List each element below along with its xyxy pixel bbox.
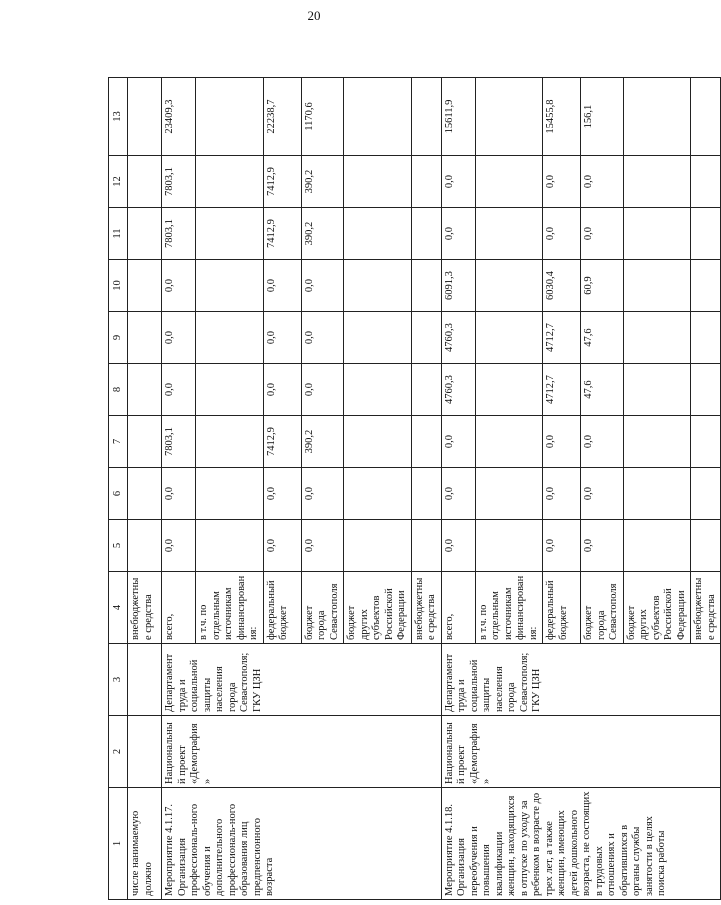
column-header: 13 [109, 78, 128, 156]
value-cell [411, 78, 441, 156]
table-row [162, 78, 196, 900]
source-label-cell: всего, [162, 572, 196, 644]
value-cell [623, 520, 691, 572]
rotated-table-container [108, 78, 717, 900]
value-cell [411, 260, 441, 312]
value-cell: 4712,7 [543, 364, 581, 416]
value-cell [344, 416, 412, 468]
value-cell [691, 312, 721, 364]
value-cell [691, 260, 721, 312]
value-cell: 47,6 [581, 364, 624, 416]
value-cell [196, 468, 264, 520]
value-cell: 0,0 [162, 468, 196, 520]
value-cell: 6091,3 [441, 260, 475, 312]
value-cell: 4712,7 [543, 312, 581, 364]
value-cell: 0,0 [301, 468, 344, 520]
source-label-cell: в т.ч. по отдельным источникам финансирования: [196, 572, 264, 644]
value-cell: 0,0 [263, 312, 301, 364]
value-cell [475, 156, 543, 208]
value-cell: 0,0 [162, 520, 196, 572]
value-cell [196, 312, 264, 364]
value-cell: 0,0 [581, 208, 624, 260]
value-cell: 15455,8 [543, 78, 581, 156]
column-header: 5 [109, 520, 128, 572]
page-number: 20 [307, 8, 321, 23]
column-header: 8 [109, 364, 128, 416]
value-cell [691, 520, 721, 572]
value-cell [691, 208, 721, 260]
value-cell: 7803,1 [162, 416, 196, 468]
value-cell [196, 416, 264, 468]
column-header: 7 [109, 416, 128, 468]
value-cell [623, 416, 691, 468]
value-cell: 0,0 [162, 260, 196, 312]
value-cell: 0,0 [441, 520, 475, 572]
value-cell [344, 260, 412, 312]
column-header: 11 [109, 208, 128, 260]
executor-cell: Департамент труда и социальной защиты населения города Севастополя; ГКУ ЦЗН [162, 644, 442, 716]
value-cell [344, 156, 412, 208]
value-cell: 47,6 [581, 312, 624, 364]
table-row [441, 78, 475, 900]
value-cell: 0,0 [581, 520, 624, 572]
value-cell [411, 416, 441, 468]
value-cell: 60,9 [581, 260, 624, 312]
value-cell [196, 364, 264, 416]
value-cell: 7412,9 [263, 208, 301, 260]
value-cell: 0,0 [263, 260, 301, 312]
value-cell [475, 416, 543, 468]
value-cell [623, 364, 691, 416]
table-body [109, 78, 721, 900]
value-cell: 6030,4 [543, 260, 581, 312]
source-label-cell: бюджет других субъектов Российской Федерации [344, 572, 412, 644]
value-cell [344, 312, 412, 364]
source-label-cell: в т.ч. по отдельным источникам финансирования: [475, 572, 543, 644]
value-cell: 390,2 [301, 208, 344, 260]
value-cell [196, 156, 264, 208]
value-cell: 0,0 [441, 208, 475, 260]
value-cell: 0,0 [301, 520, 344, 572]
value-cell [344, 208, 412, 260]
column-header: 2 [109, 716, 128, 788]
project-cell: Национальный проект «Демография» [441, 716, 721, 788]
carry-measure-cell: числе нанимаемую должно [128, 788, 162, 900]
value-cell [344, 78, 412, 156]
column-header: 12 [109, 156, 128, 208]
value-cell: 0,0 [263, 468, 301, 520]
value-cell [623, 260, 691, 312]
value-cell: 390,2 [301, 416, 344, 468]
value-cell [623, 78, 691, 156]
value-cell: 7412,9 [263, 416, 301, 468]
value-cell [475, 312, 543, 364]
value-cell [691, 468, 721, 520]
project-cell: Национальный проект «Демография» [162, 716, 442, 788]
value-cell: 0,0 [301, 260, 344, 312]
column-header: 10 [109, 260, 128, 312]
value-cell [691, 364, 721, 416]
value-cell [196, 78, 264, 156]
value-cell: 0,0 [543, 156, 581, 208]
value-cell [475, 260, 543, 312]
value-cell [411, 312, 441, 364]
value-cell [475, 364, 543, 416]
source-label-cell: бюджет других субъектов Российской Федерации [623, 572, 691, 644]
source-label-cell: бюджет города Севастополя [301, 572, 344, 644]
value-cell: 4760,3 [441, 312, 475, 364]
value-cell: 4760,3 [441, 364, 475, 416]
source-label-cell: внебюджетные средства [691, 572, 721, 644]
value-cell: 0,0 [581, 416, 624, 468]
value-cell: 0,0 [162, 364, 196, 416]
value-cell [344, 468, 412, 520]
value-cell: 0,0 [162, 312, 196, 364]
value-cell: 7803,1 [162, 156, 196, 208]
value-cell: 0,0 [441, 416, 475, 468]
value-cell: 0,0 [263, 520, 301, 572]
value-cell: 0,0 [301, 312, 344, 364]
value-cell: 0,0 [543, 416, 581, 468]
source-label-cell: внебюджетные средства [411, 572, 441, 644]
value-cell: 0,0 [441, 156, 475, 208]
carry-source-cell: внебюджетные средства [128, 572, 162, 644]
value-cell [411, 520, 441, 572]
header-row [109, 78, 128, 900]
value-cell [411, 468, 441, 520]
column-header: 9 [109, 312, 128, 364]
value-cell: 0,0 [441, 468, 475, 520]
value-cell [623, 312, 691, 364]
value-cell [196, 260, 264, 312]
value-cell: 0,0 [581, 468, 624, 520]
value-cell [196, 520, 264, 572]
value-cell: 7803,1 [162, 208, 196, 260]
value-cell: 23409,3 [162, 78, 196, 156]
value-cell [475, 468, 543, 520]
executor-cell: Департамент труда и социальной защиты населения города Севастополя; ГКУ ЦЗН [441, 644, 721, 716]
value-cell [691, 156, 721, 208]
value-cell [411, 156, 441, 208]
value-cell [344, 364, 412, 416]
value-cell: 7412,9 [263, 156, 301, 208]
source-label-cell: федеральный бюджет [543, 572, 581, 644]
value-cell: 0,0 [581, 156, 624, 208]
value-cell [411, 208, 441, 260]
value-cell: 0,0 [263, 364, 301, 416]
value-cell: 0,0 [543, 468, 581, 520]
value-cell [344, 520, 412, 572]
value-cell: 0,0 [301, 364, 344, 416]
value-cell: 0,0 [543, 520, 581, 572]
value-cell [623, 468, 691, 520]
value-cell [196, 208, 264, 260]
financing-table [108, 77, 721, 900]
value-cell: 390,2 [301, 156, 344, 208]
column-header: 6 [109, 468, 128, 520]
column-header: 3 [109, 644, 128, 716]
column-header: 4 [109, 572, 128, 644]
value-cell: 15611,9 [441, 78, 475, 156]
value-cell: 1170,6 [301, 78, 344, 156]
value-cell: 156,1 [581, 78, 624, 156]
value-cell [411, 364, 441, 416]
carry-row [128, 78, 162, 900]
value-cell [475, 78, 543, 156]
value-cell [623, 208, 691, 260]
measure-cell: Мероприятие 4.1.17. Организация профессиональ-ного обучения и дополнительного профессиональ-ного образования лиц предпенсионного возраста [162, 788, 442, 900]
value-cell: 0,0 [543, 208, 581, 260]
source-label-cell: всего, [441, 572, 475, 644]
value-cell [691, 416, 721, 468]
source-label-cell: федеральный бюджет [263, 572, 301, 644]
value-cell [691, 78, 721, 156]
source-label-cell: бюджет города Севастополя [581, 572, 624, 644]
value-cell [623, 156, 691, 208]
value-cell [475, 520, 543, 572]
measure-cell: Мероприятие 4.1.18. Организация переобучения и повышения квалификации женщин, находящихся в отпуске по уходу за ребенком в возрасте до трех лет, а также женщин, имеющих детей дошкольного возраста, не состоящих в трудовых отношениях и обратившихся в органы службы занятости в целях поиска работы [441, 788, 721, 900]
value-cell: 22238,7 [263, 78, 301, 156]
column-header: 1 [109, 788, 128, 900]
value-cell [475, 208, 543, 260]
